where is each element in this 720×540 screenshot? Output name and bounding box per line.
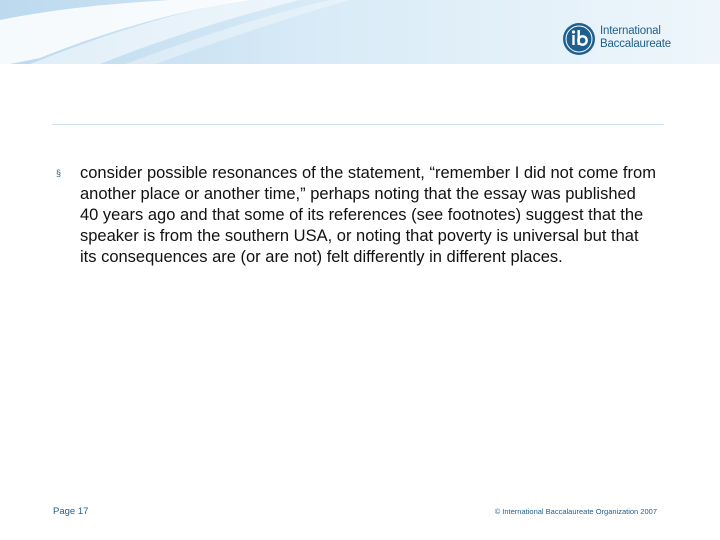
logo-line-2: Baccalaureate [600,38,671,50]
logo-line-1: International [600,25,661,37]
ib-logo-mark-icon [562,22,596,56]
header-divider [52,124,664,125]
bullet-marker-icon: § [56,168,62,178]
bullet-text: consider possible resonances of the statement, “remember I did not come from another place or another time,” perhaps noting that the essay was published 40 years ago and that some of its references (see footnotes) suggest that the speaker is from the southern USA, or noting that poverty is universal but that its consequences are (or are not) felt differently in different places. [80,164,656,266]
slide-body [56,163,656,268]
copyright-notice: © International Baccalaureate Organization 2007 [494,507,657,516]
ib-logo [562,22,702,56]
page-number: Page 17 [53,506,89,517]
bullet-item [56,163,656,268]
ib-logo-wordmark [600,25,704,51]
